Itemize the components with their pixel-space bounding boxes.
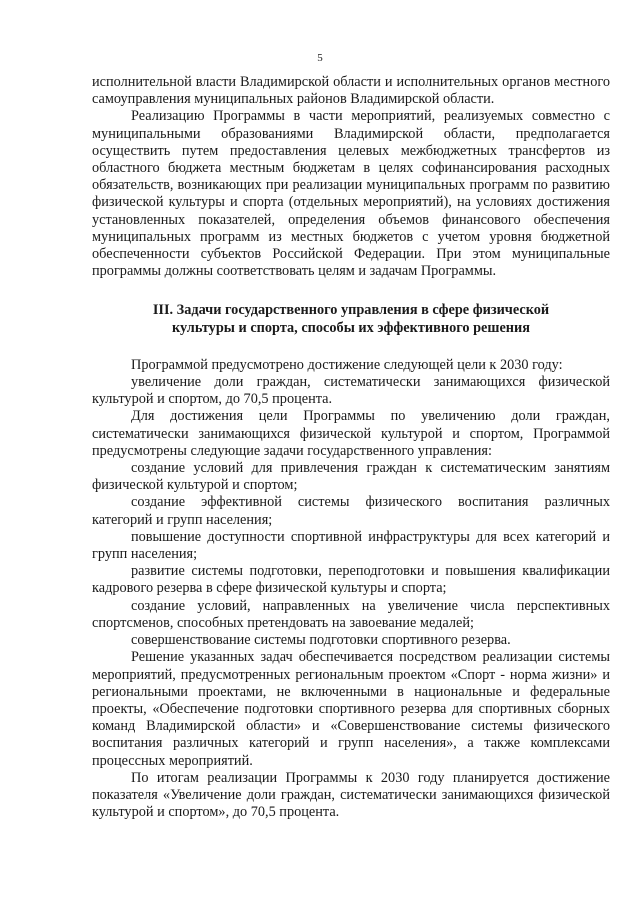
task-item: повышение доступности спортивной инфраструктуры для всех категорий и групп населения;	[92, 528, 610, 563]
implementation-paragraph: Реализацию Программы в части мероприятий, реализуемых совместно с муниципальными образованиями Владимирской области, предполагается осуществить путем предоставления целевых межбюджетных трансфертов из областного бюджета местным бюджетам в целях софинансирования расходных обязательств, возникающих при реализации муниципальных программ по развитию физической культуры и спорта (отдельных мероприятий), на условиях достижения установленных показателей, определения объемов финансового обеспечения муниципальных программ из местных бюджетов с учетом уровня бюджетной обеспеченности субъектов Российской Федерации. При этом муниципальные программы должны соответствовать целям и задачам Программы.	[92, 108, 610, 280]
section-heading-line-1: III. Задачи государственного управления в сфере физической	[152, 302, 550, 319]
task-item: создание условий для привлечения граждан к систематическим занятиям физической культурой и спортом;	[92, 460, 610, 494]
task-item: создание эффективной системы физического воспитания различных категорий и групп населения;	[92, 494, 610, 528]
goal-paragraph: увеличение доли граждан, систематически занимающихся физической культурой и спортом, до 70,5 процента.	[92, 374, 610, 408]
task-item: создание условий, направленных на увеличение числа перспективных спортсменов, способных претендовать на завоевание медалей;	[92, 597, 610, 631]
document-body	[92, 74, 610, 821]
continuation-paragraph: исполнительной власти Владимирской области и исполнительных органов местного самоуправления муниципальных районов Владимирской области.	[92, 74, 610, 108]
section-heading-line-2: культуры и спорта, способы их эффективного решения	[171, 319, 530, 336]
task-item: развитие системы подготовки, переподготовки и повышения квалификации кадрового резерва в сфере физической культуры и спорта;	[92, 563, 610, 597]
solution-paragraph: Решение указанных задач обеспечивается посредством реализации системы мероприятий, предусмотренных региональным проектом «Спорт - норма жизни» и региональными проектами, не включенными в национальные и федеральные проекты, «Обеспечение подготовки спортивного резерва для спортивных сборных команд Владимирской области» и «Совершенствование системы физического воспитания различных категорий и групп населения», а также комплексами процессных мероприятий.	[92, 649, 610, 769]
page-number: 5	[317, 52, 323, 64]
goal-intro-paragraph: Программой предусмотрено достижение следующей цели к 2030 году:	[131, 356, 563, 373]
section-heading	[92, 302, 610, 336]
tasks-intro-paragraph: Для достижения цели Программы по увеличению доли граждан, систематически занимающихся физической культурой и спортом, Программой предусмотрены следующие задачи государственного управления:	[92, 408, 610, 459]
result-paragraph: По итогам реализации Программы к 2030 году планируется достижение показателя «Увеличение доли граждан, систематически занимающихся физической культурой и спортом», до 70,5 процента.	[92, 769, 610, 821]
task-item: совершенствование системы подготовки спортивного резерва.	[131, 632, 511, 649]
